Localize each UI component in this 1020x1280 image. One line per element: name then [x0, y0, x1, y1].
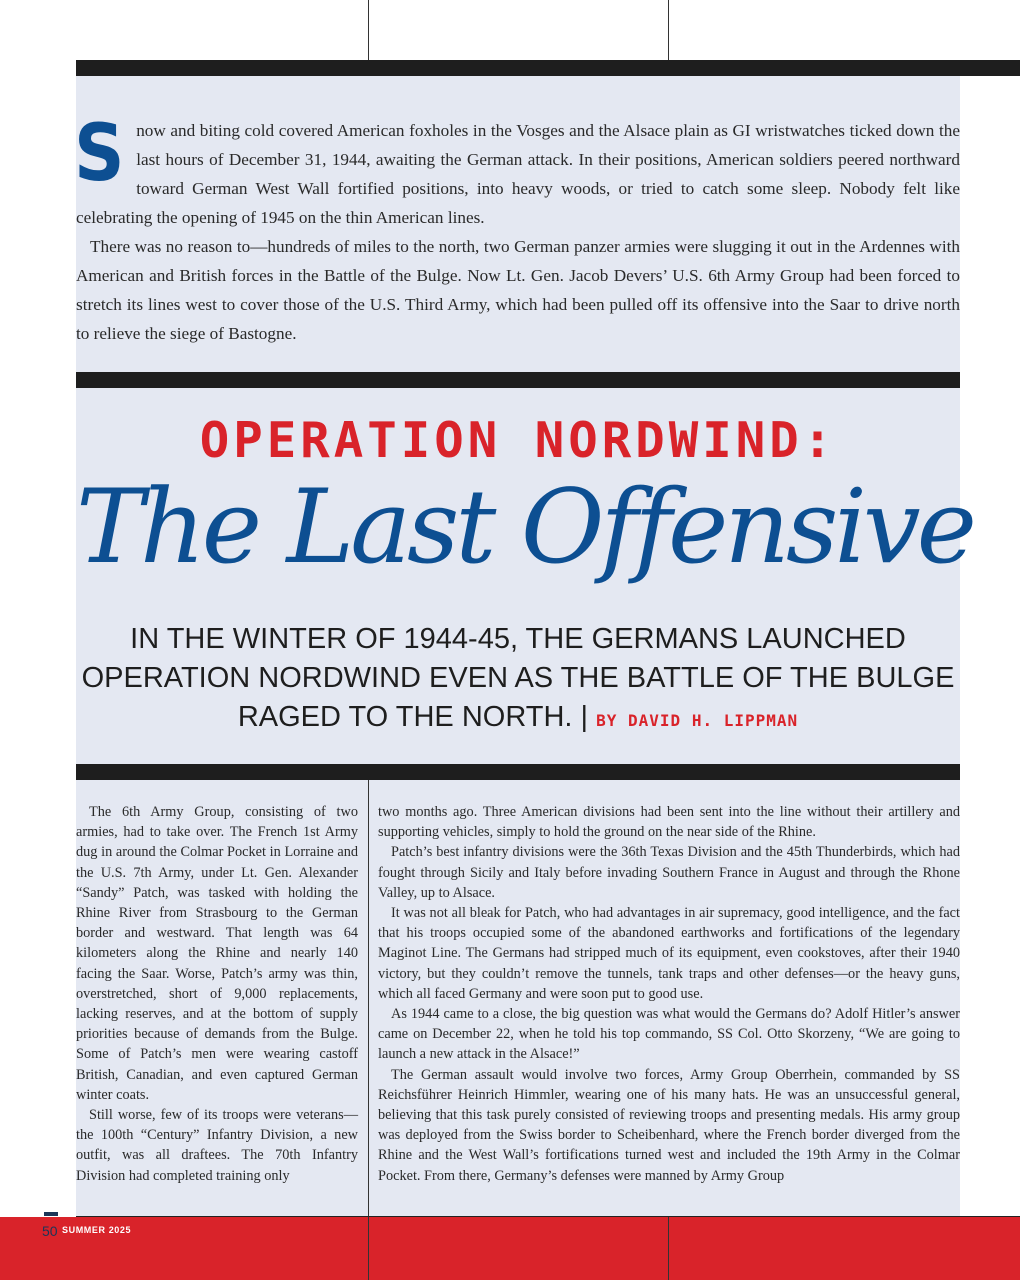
- intro-text: [74, 109, 960, 348]
- title-bottom-rule: [76, 764, 960, 780]
- body-column-divider: [368, 780, 369, 1280]
- footer-band: [0, 1217, 1020, 1280]
- body-paragraph: The 6th Army Group, consisting of two armies, had to take over. The French 1st Army dug in around the Colmar Pocket in Lorraine and the U.S. 7th Army, under Lt. Gen. Alexander “Sandy” Patch, was tasked with holding the Rhine River from Strasbourg to the German border and westward. That length was 64 kilometers along the Rhine and nearly 140 facing the Saar. Worse, Patch’s army was thin, overstretched, short of 9,000 replacements, lacking reserves, and at the bottom of supply priorities because of demands from the Bulge. Some of Patch’s men were wearing castoff British, Canadian, and even captured German winter coats.: [76, 804, 358, 1103]
- headline: The Last Offensive: [76, 468, 973, 587]
- body-column-2: [378, 802, 960, 1186]
- body-paragraph: Patch’s best infantry divisions were the 36th Texas Division and the 45th Thunderbirds, which had fought through Sicily and Italy before invading Southern France in August and through the Rhone Valley, up to Alsace.: [378, 844, 960, 901]
- intro-paragraph-2: There was no reason to—hundreds of miles to the north, two German panzer armies were slugging it out in the Ardennes with American and British forces in the Battle of the Bulge. Now Lt. Gen. Jacob Devers’ U.S. 6th Army Group had been forced to stretch its lines west to cover those of the U.S. Third Army, which had been pulled off its offensive into the Saar to drive north to relieve the siege of Bastogne.: [76, 237, 960, 343]
- body-paragraph-continued: two months ago. Three American divisions had been sent into the line without their artillery and supporting vehicles, simply to hold the ground on the near side of the Rhine.: [378, 804, 960, 841]
- footer-column-rule-left: [368, 1217, 369, 1280]
- byline: BY DAVID H. LIPPMAN: [596, 711, 799, 730]
- issue-label: SUMMER 2025: [62, 1225, 132, 1235]
- body-paragraph: Still worse, few of its troops were veterans—the 100th “Century” Infantry Division, a new outfit, was all draftees. The 70th Infantry Division had completed training only: [76, 1107, 358, 1184]
- column-rule-right: [668, 0, 669, 60]
- drop-cap: S: [74, 109, 125, 199]
- column-rule-left: [368, 0, 369, 60]
- deck: [76, 620, 960, 740]
- intro-paragraph-1-text: now and biting cold covered American foxholes in the Vosges and the Alsace plain as GI wristwatches ticked down the last hours of December 31, 1944, awaiting the German attack. In their positions, American soldiers peered northward toward German West Wall fortified positions, into heavy woods, or tried to catch some sleep. Nobody felt like celebrating the opening of 1945 on the thin American lines.: [76, 121, 960, 227]
- body-paragraph: The German assault would involve two forces, Army Group Oberrhein, commanded by SS Reichsführer Heinrich Himmler, wearing one of his many hats. He was an unsuccessful general, believing that this task purely consisted of reviewing troops and presenting medals. His army group was deployed from the Swiss border to Scheibenhard, where the French border diverged from the Rhine and the West Wall’s fortifications turned west and included the 19th Army in the Colmar Pocket. From there, Germany’s defenses were manned by Army Group: [378, 1066, 960, 1184]
- intro-paragraph-1: [74, 109, 960, 232]
- body-paragraph: As 1944 came to a close, the big question was what would the Germans do? Adolf Hitler’s answer came on December 22, when he told his top commando, SS Col. Otto Skorzeny, “We are going to launch a new attack in the Alsace!”: [378, 1006, 960, 1063]
- footer-column-rule-right: [668, 1217, 669, 1280]
- page-number-mark: [44, 1212, 58, 1216]
- title-top-rule: [76, 372, 960, 388]
- body-paragraph: It was not all bleak for Patch, who had advantages in air supremacy, good intelligence, and the fact that his troops occupied some of the abandoned earthworks and fortifications of the legendary Maginot Line. The Germans had stripped much of its equipment, even cookstoves, after their 1940 victory, but they couldn’t remove the tunnels, tank traps and other defenses—or the heavy guns, which all faced Germany and were soon put to good use.: [378, 905, 960, 1002]
- body-column-1: [76, 802, 358, 1186]
- page-number: 50: [42, 1223, 58, 1239]
- kicker: OPERATION NORDWIND:: [199, 412, 837, 469]
- deck-text: IN THE WINTER OF 1944-45, THE GERMANS LAUNCHED OPERATION NORDWIND EVEN AS THE BATTLE OF THE BULGE RAGED TO THE NORTH. |: [81, 623, 955, 733]
- top-rule: [76, 60, 1020, 76]
- footer-rule: [76, 1216, 1020, 1217]
